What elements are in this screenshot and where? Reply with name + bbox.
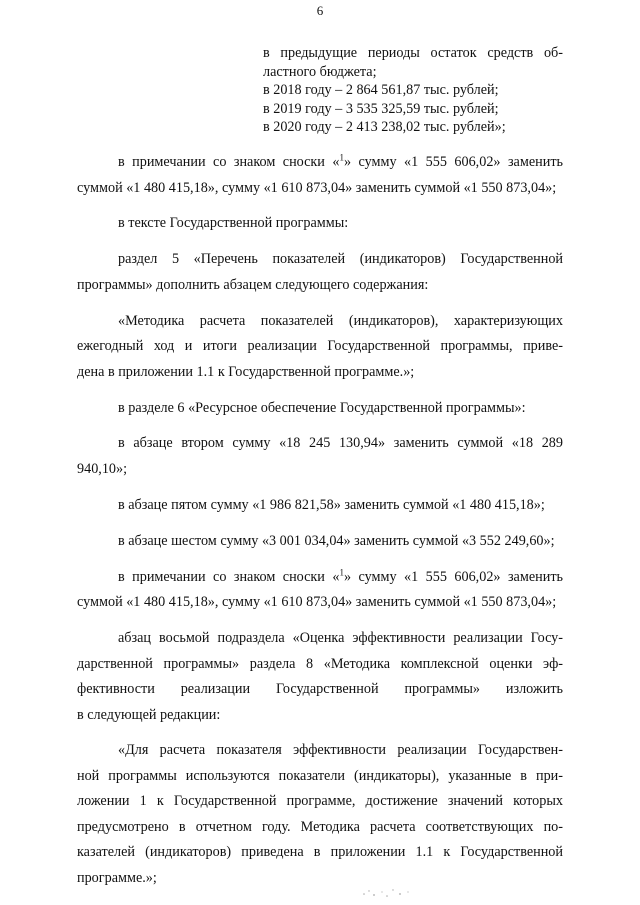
- footnote-superscript: 1: [339, 566, 344, 577]
- paragraph-methodology-quote: [77, 309, 563, 386]
- text-line: суммой «1 480 415,18», сумму «1 610 873,04» заменить суммой «1 550 873,04»;: [77, 594, 557, 611]
- paragraph-program-text: [77, 211, 563, 237]
- text-line: в примечании со знаком сноски «$^1$» сумму «1 555 606,02» заменить: [118, 566, 563, 585]
- footnote-superscript: 1: [339, 152, 344, 163]
- text-line: раздел 5 «Перечень показателей (индикаторов) Государственной: [118, 251, 563, 268]
- document-body: [77, 150, 563, 902]
- text-line: абзац восьмой подраздела «Оценка эффективности реализации Госу-: [118, 630, 563, 647]
- text-line: в абзаце втором сумму «18 245 130,94» заменить суммой «18 289 940,10»;: [77, 435, 563, 477]
- paragraph-footnote-note-1: [77, 150, 563, 201]
- text-line: ластного бюджета;: [263, 63, 377, 80]
- text-line: в разделе 6 «Ресурсное обеспечение Государственной программы»:: [118, 399, 526, 416]
- text-line: суммой «1 480 415,18», сумму «1 610 873,04» заменить суммой «1 550 873,04»;: [77, 179, 557, 196]
- text-line: дарственной программы» раздела 8 «Методика комплексной оценки эф-: [77, 655, 563, 672]
- paragraph-sixth-abzac: [77, 529, 563, 555]
- paragraph-footnote-note-2: [77, 565, 563, 616]
- text-line: в примечании со знаком сноски «$^1$» сумму «1 555 606,02» заменить: [118, 152, 563, 170]
- text-line: в 2019 году – 3 535 325,59 тыс. рублей;: [263, 100, 499, 117]
- text-line: фективности реализации Государственной программы» изложить: [77, 681, 563, 698]
- page-number: 6: [316, 3, 324, 18]
- paragraph-efficiency-quote: [77, 738, 563, 891]
- text-line: в абзаце шестом сумму «3 001 034,04» заменить суммой «3 552 249,60»;: [118, 532, 555, 549]
- paragraph-second-abzac: [77, 431, 563, 482]
- text-line: ложении 1 к Государственной программе, достижение значений которых: [77, 793, 563, 810]
- text-line: в предыдущие периоды остаток средств об-: [263, 45, 563, 61]
- text-line: в 2018 году – 2 864 561,87 тыс. рублей;: [263, 82, 499, 99]
- text-line: предусмотрено в отчетном году. Методика расчета соответствующих по-: [77, 818, 563, 835]
- top-continuation-block: [263, 44, 563, 137]
- text-line: в 2020 году – 2 413 238,02 тыс. рублей»;: [263, 119, 506, 136]
- text-line: казателей (индикаторов) приведена в приложении 1.1 к Государственной: [77, 844, 563, 861]
- text-line: ной программы используются показатели (индикаторы), указанные в при-: [77, 767, 563, 784]
- text-line: ежегодный ход и итоги реализации Государственной программы, приве-: [77, 338, 563, 355]
- paragraph-section-8: [77, 626, 563, 728]
- paragraph-fifth-abzac: [77, 493, 563, 519]
- text-line: программы» дополнить абзацем следующего содержания:: [77, 276, 429, 293]
- text-line: в следующей редакции:: [77, 706, 221, 723]
- text-line: «Для расчета показателя эффективности реализации Государствен-: [118, 742, 563, 759]
- scan-smudge: [360, 886, 420, 903]
- paragraph-section-6: [77, 396, 563, 422]
- paragraph-section-5: [77, 247, 563, 298]
- text-line: программе.»;: [77, 869, 157, 886]
- scan-noise-marks: [360, 886, 420, 900]
- text-line: дена в приложении 1.1 к Государственной программе.»;: [77, 363, 415, 380]
- text-line: в тексте Государственной программы:: [118, 215, 349, 232]
- text-line: «Методика расчета показателей (индикаторов), характеризующих: [118, 312, 563, 329]
- text-line: в абзаце пятом сумму «1 986 821,58» заменить суммой «1 480 415,18»;: [118, 496, 545, 513]
